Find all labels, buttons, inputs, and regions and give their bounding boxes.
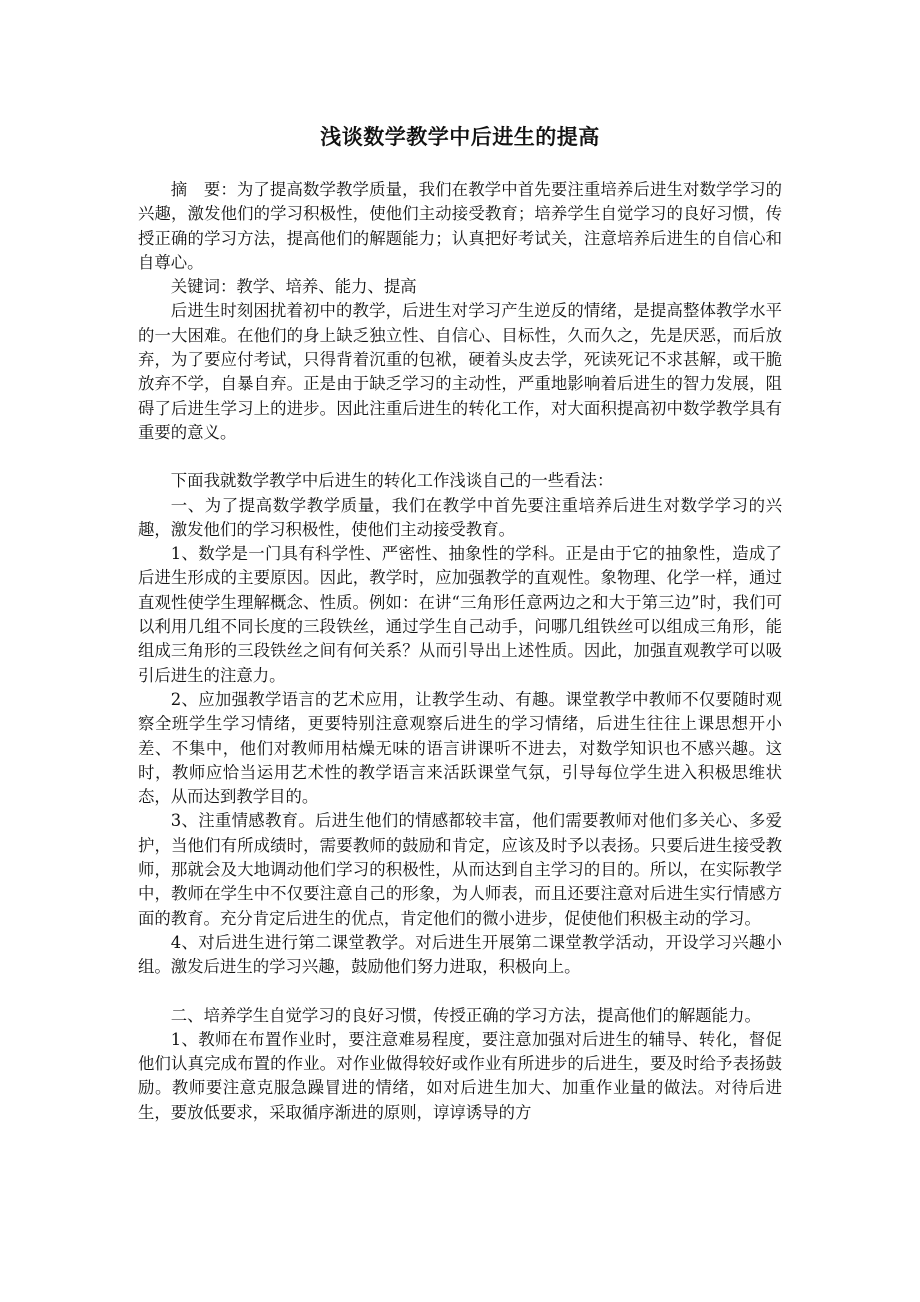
section-two-item-1: 1、教师在布置作业时，要注意难易程度，要注意加强对后进生的辅导、转化，督促他们认真完成布置的作业。对作业做得较好或作业有所进步的后进生，要及时给予表扬鼓励。教师要注意克服急躁冒进的情绪，如对后进生加大、加重作业量的做法。对待后进生，要放低要求，采取循序渐进的原则，谆谆诱导的方 <box>138 1029 782 1122</box>
section-one-item-3: 3、注重情感教育。后进生他们的情感都较丰富，他们需要教师对他们多关心、多爱护，当他们有所成绩时，需要教师的鼓励和肯定，应该及时予以表扬。只要后进生接受教师，那就会及大地调动他们学习的积极性，从而达到自主学习的目的。所以，在实际教学中，教师在学生中不仅要注意自己的形象，为人师表，而且还要注意对后进生实行情感方面的教育。充分肯定后进生的优点，肯定他们的微小进步，促使他们积极主动的学习。 <box>138 811 782 928</box>
section-one-item-4: 4、对后进生进行第二课堂教学。对后进生开展第二课堂教学活动，开设学习兴趣小组。激发后进生的学习兴趣，鼓励他们努力进取，积极向上。 <box>138 932 782 977</box>
section-two-heading: 二、培养学生自觉学习的良好习惯，传授正确的学习方法，提高他们的解题能力。 <box>170 1005 761 1025</box>
overview-paragraph: 下面我就数学教学中后进生的转化工作浅谈自己的一些看法： <box>170 471 614 491</box>
section-one-heading: 一、为了提高数学教学质量，我们在教学中首先要注重培养后进生对数学学习的兴趣，激发他们的学习积极性，使他们主动接受教育。 <box>138 495 782 539</box>
intro-paragraph: 后进生时刻困扰着初中的教学，后进生对学习产生逆反的情绪，是提高整体教学水平的一大困难。在他们的身上缺乏独立性、自信心、目标性，久而久之，先是厌恶，而后放弃，为了要应付考试，只得背着沉重的包袱，硬着头皮去学，死读死记不求甚解，或干脆放弃不学，自暴自弃。正是由于缺乏学习的主动性，严重地影响着后进生的智力发展，阻碍了后进生学习上的进步。因此注重后进生的转化工作，对大面积提高初中数学教学具有重要的意义。 <box>138 301 782 442</box>
keywords-paragraph: 关键词：教学、培养、能力、提高 <box>170 277 417 297</box>
abstract-paragraph: 摘 要：为了提高数学教学质量，我们在教学中首先要注重培养后进生对数学学习的兴趣，激发他们的学习积极性，使他们主动接受教育；培养学生自觉学习的良好习惯，传授正确的学习方法，提高他们的解题能力；认真把好考试关，注意培养后进生的自信心和自尊心。 <box>138 180 782 272</box>
document-body <box>138 178 782 1125</box>
section-one-item-2: 2、应加强教学语言的艺术应用，让教学生动、有趣。课堂教学中教师不仅要随时观察全班学生学习情绪，更要特别注意观察后进生的学习情绪，后进生往往上课思想开小差、不集中，他们对教师用枯燥无味的语言讲课听不进去，对数学知识也不感兴趣。这时，教师应恰当运用艺术性的教学语言来活跃课堂气氛，引导每位学生进入积极思维状态，从而达到教学目的。 <box>138 689 782 807</box>
document-title: 浅谈数学教学中后进生的提高 <box>320 125 600 149</box>
section-one-item-1: 1、数学是一门具有科学性、严密性、抽象性的学科。正是由于它的抽象性，造成了后进生形成的主要原因。因此，教学时，应加强教学的直观性。象物理、化学一样，通过直观性使学生理解概念、性质。例如：在讲“三角形任意两边之和大于第三边”时，我们可以利用几组不同长度的三段铁丝，通过学生自己动手，问哪几组铁丝可以组成三角形，能组成三角形的三段铁丝之间有何关系？从而引导出上述性质。因此，加强直观教学可以吸引后进生的注意力。 <box>138 544 782 685</box>
